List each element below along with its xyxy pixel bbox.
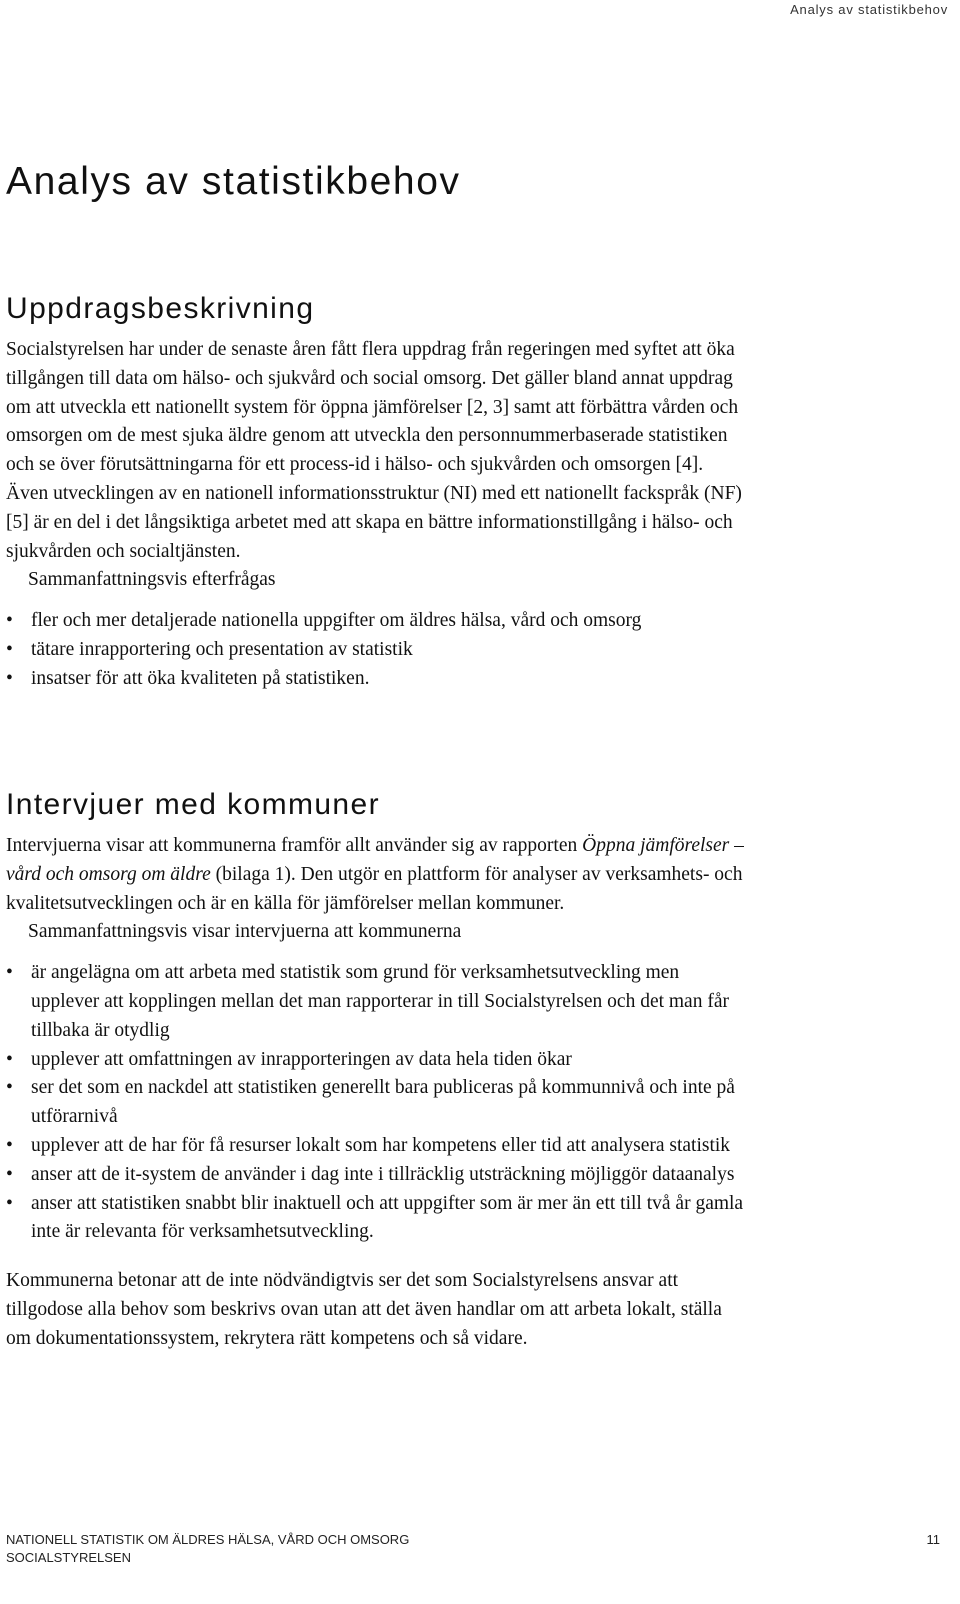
list-item-text: ser det som en nackdel att statistiken generellt bara publiceras på kommunnivå och inte på utförarnivå: [31, 1077, 735, 1128]
bullet-icon: •: [6, 1192, 13, 1214]
list-item: [6, 959, 746, 1045]
list-item-text: tätare inrapportering och presentation av statistik: [31, 638, 413, 660]
bullet-list: [6, 959, 746, 1247]
list-item-text: upplever att omfattningen av inrapporteringen av data hela tiden ökar: [31, 1048, 572, 1070]
list-item-text: är angelägna om att arbeta med statistik som grund för verksamhetsutveckling men upplever att kopplingen mellan det man rapporterar in till Socialstyrelsen och det man får tillbaka är otydlig: [31, 962, 729, 1041]
list-item: [6, 665, 746, 694]
list-item-text: upplever att de har för få resurser lokalt som har kompetens eller tid att analysera statistik: [31, 1134, 731, 1156]
bullet-icon: •: [6, 1077, 13, 1099]
report-title: Öppna jämförelser – vård och omsorg om äldre: [6, 835, 744, 885]
list-item: [6, 1074, 746, 1132]
list-item: [6, 607, 746, 636]
body-paragraph: Socialstyrelsen har under de senaste åren fått flera uppdrag från regeringen med syftet att öka tillgången till data om hälso- och sjukvård och social omsorg. Det gäller bland annat uppdrag om att utveckla ett nationellt system för öppna jämförelser [2, 3] samt att förbättra vården och omsorgen om de mest sjuka äldre genom att utveckla den personnummerbaserade statistiken och se över förutsättningarna för ett process-id i hälso- och sjukvården och omsorgen [4]. Även utvecklingen av en nationell informationsstruktur (NI) med ett nationellt fackspråk (NF) [5] är en del i det långsiktiga arbetet med att skapa en bättre informationstillgång i hälso- och sjukvården och socialtjänsten.: [6, 339, 742, 562]
list-item: [6, 636, 746, 665]
bullet-icon: •: [6, 1048, 13, 1070]
page-number: 11: [926, 1532, 940, 1547]
list-item-text: anser att de it-system de använder i dag inte i tillräcklig utsträckning möjliggör dataanalys: [31, 1163, 735, 1185]
footer-publication-title: NATIONELL STATISTIK OM ÄLDRES HÄLSA, VÅRD OCH OMSORG: [6, 1532, 410, 1547]
bullet-icon: •: [6, 638, 13, 660]
section-uppdragsbeskrivning: [6, 292, 746, 694]
bullet-icon: •: [6, 667, 13, 689]
closing-paragraph: Kommunerna betonar att de inte nödvändigtvis ser det som Socialstyrelsens ansvar att tillgodose alla behov som beskrivs ovan utan att det även handlar om att arbeta lokalt, ställa om dokumentationssystem, rekrytera rätt kompetens och så vidare.: [6, 1270, 722, 1349]
bullet-icon: •: [6, 1163, 13, 1185]
chapter-title: Analys av statistikbehov: [6, 160, 461, 203]
list-item: [6, 1046, 746, 1075]
paragraph-text: (bilaga 1). Den utgör en plattform för analyser av verksamhets- och kvalitetsutvecklingen och är en källa för jämförelser mellan kommuner.: [6, 863, 743, 914]
list-item-text: insatser för att öka kvaliteten på statistiken.: [31, 667, 370, 689]
list-item-text: fler och mer detaljerade nationella uppgifter om äldres hälsa, vård och omsorg: [31, 610, 642, 632]
list-lead: Sammanfattningsvis efterfrågas: [28, 569, 276, 591]
paragraph-text: Intervjuerna visar att kommunerna framför allt använder sig av rapporten: [6, 835, 583, 856]
list-item-text: anser att statistiken snabbt blir inaktuell och att uppgifter som är mer än ett till två år gamla inte är relevanta för verksamhetsutveckling.: [31, 1192, 744, 1243]
page-footer: [6, 1532, 940, 1565]
bullet-icon: •: [6, 1134, 13, 1156]
bullet-icon: •: [6, 610, 13, 632]
body-paragraph: [6, 832, 746, 918]
bullet-icon: •: [6, 962, 13, 984]
footer-publisher: SOCIALSTYRELSEN: [6, 1550, 131, 1565]
bullet-list: [6, 607, 746, 693]
list-item: [6, 1132, 746, 1161]
list-item: [6, 1190, 746, 1248]
section-heading: Uppdragsbeskrivning: [6, 292, 315, 325]
section-heading: Intervjuer med kommuner: [6, 788, 380, 821]
list-lead: Sammanfattningsvis visar intervjuerna att kommunerna: [28, 921, 462, 943]
running-header: Analys av statistikbehov: [790, 2, 948, 17]
list-item: [6, 1161, 746, 1190]
section-intervjuer: [6, 788, 746, 1354]
